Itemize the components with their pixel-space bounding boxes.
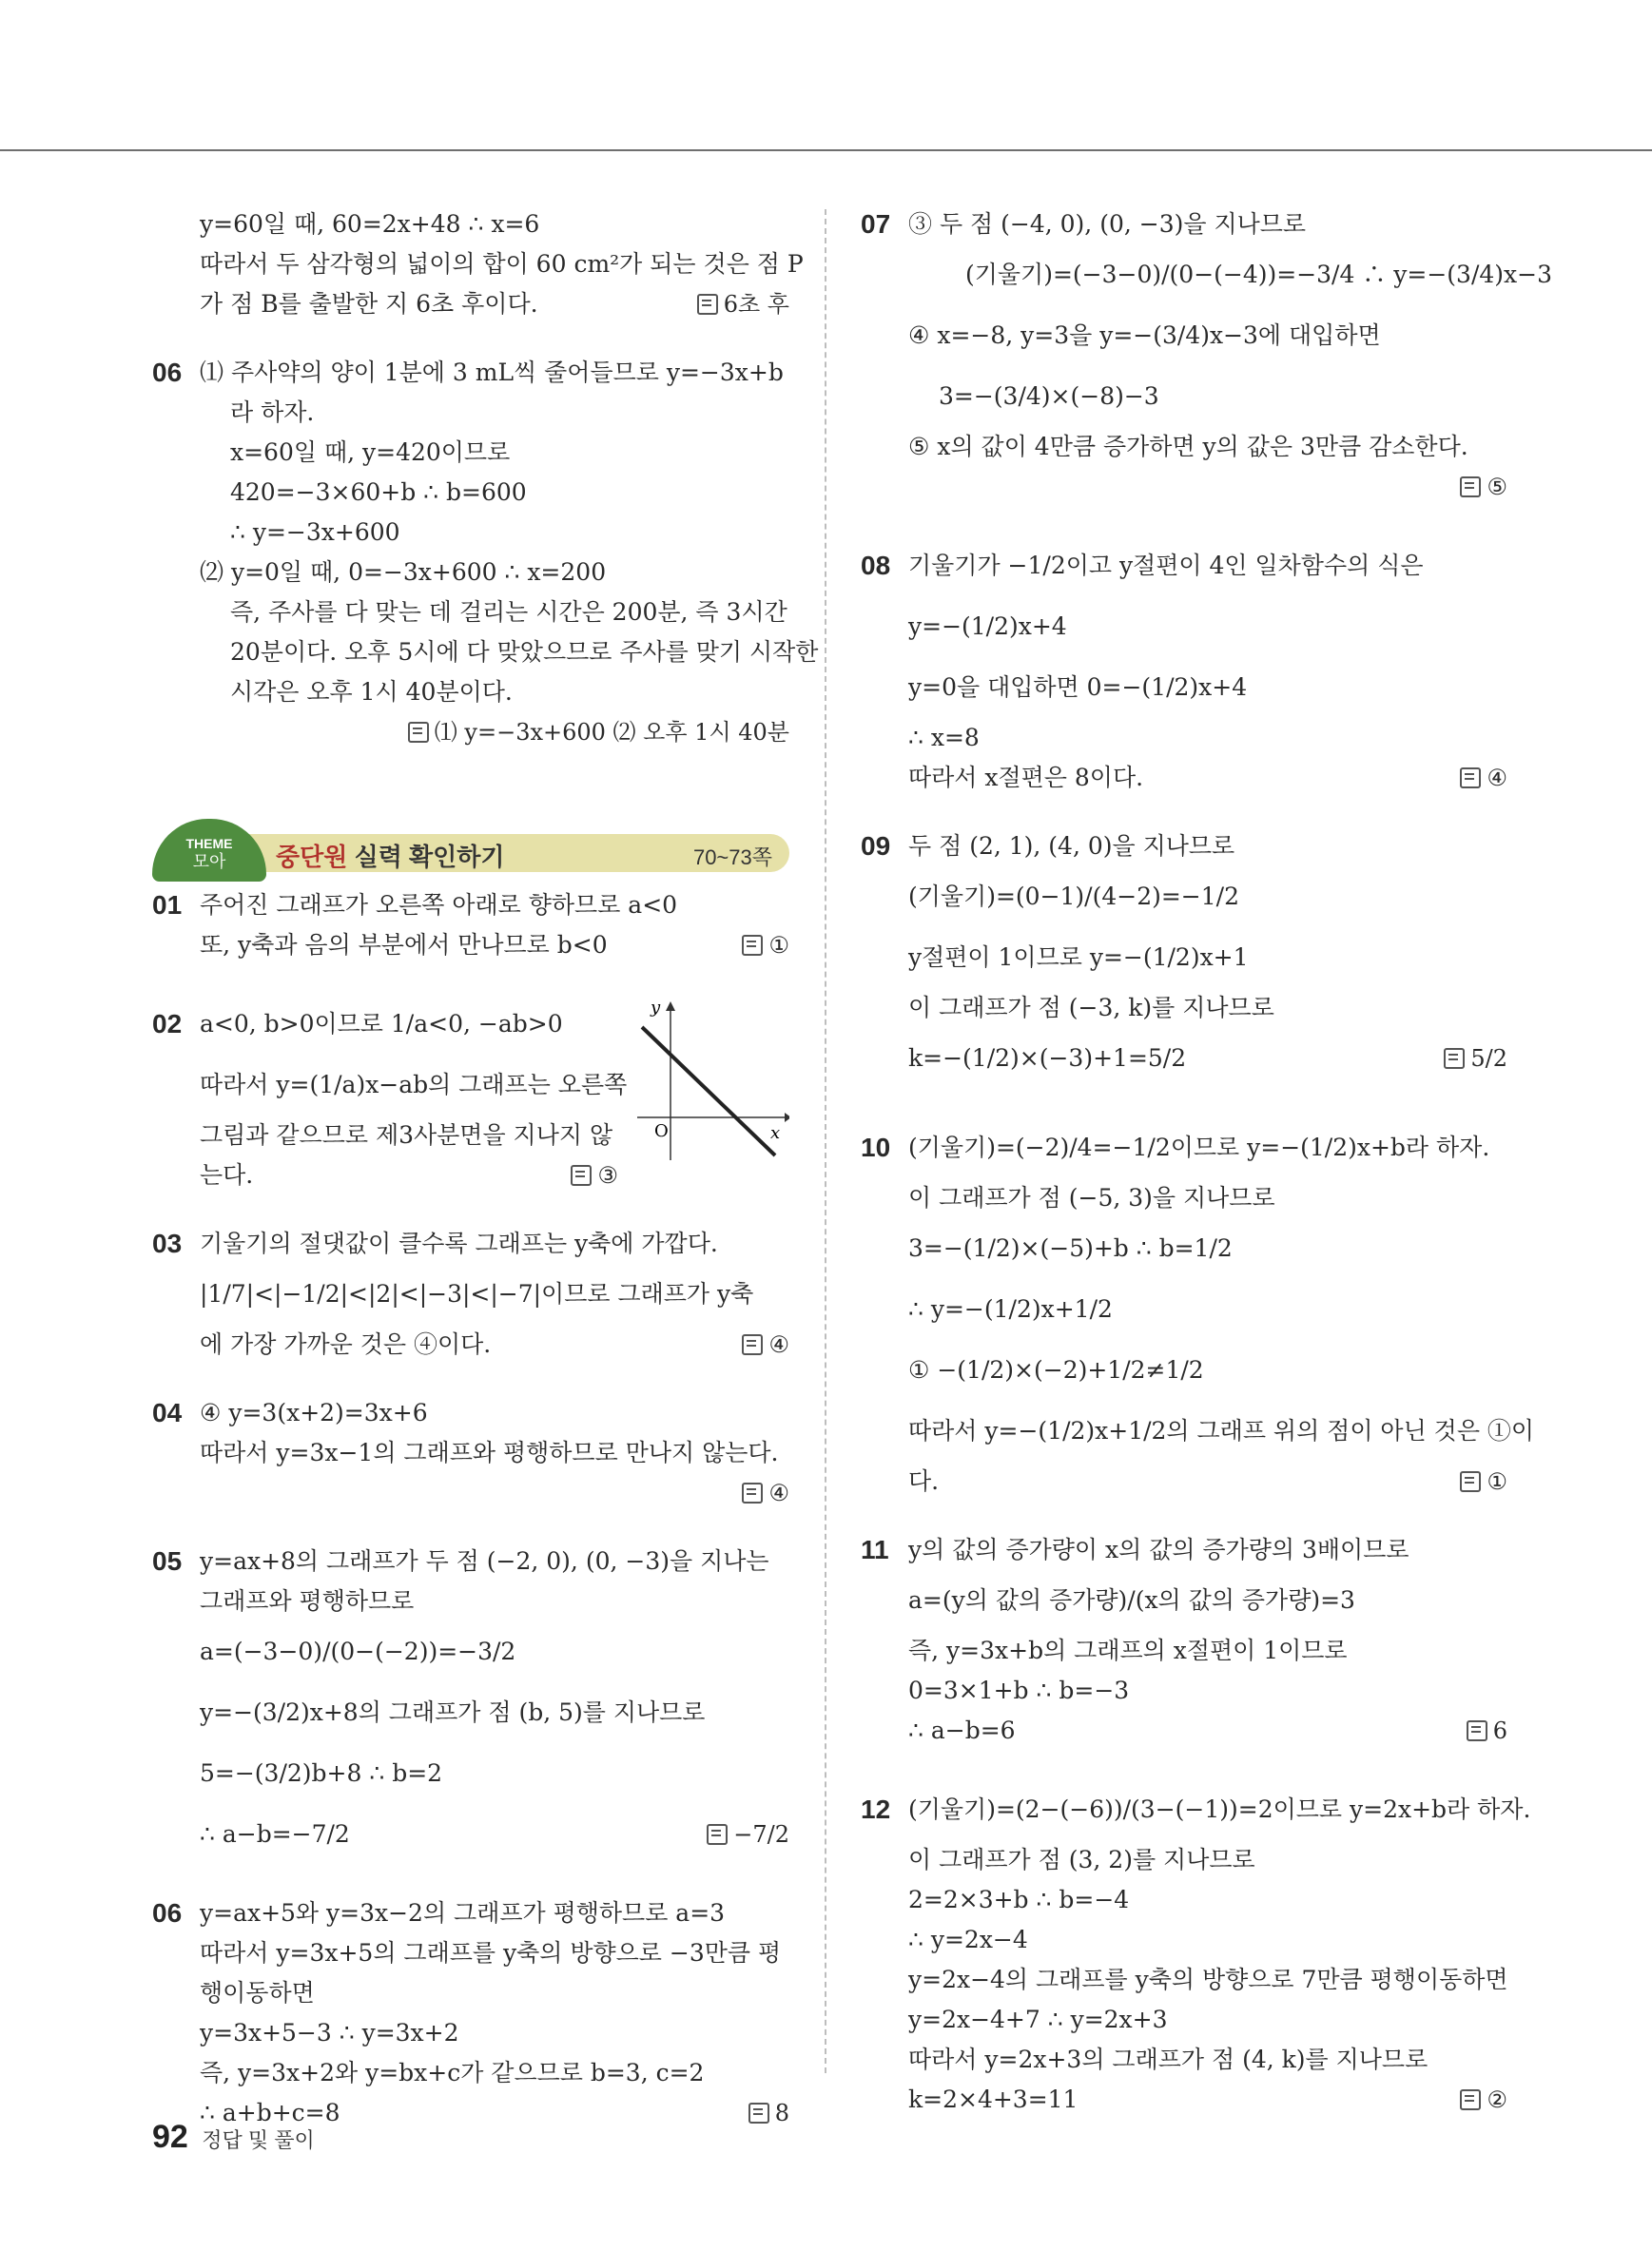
text-line: ④ x=−8, y=3을 y=−(3/4)x−3에 대입하면 [908,321,1381,349]
y-axis-arrow [666,1001,675,1011]
text-line: 또, y축과 음의 부분에서 만나므로 b<0 ① [152,925,789,965]
text-line: |1/7|<|−1/2|<|2|<|−3|<|−7|이므로 그래프가 y축 [200,1280,754,1308]
text-line: ∴ a−b=6 6 [861,1711,1507,1751]
problem-11 [861,1530,1507,1751]
answer-mark: ② [1460,2080,1507,2120]
text-line: 이 그래프가 점 (−3, k)를 지나므로 [908,994,1274,1021]
answer-icon [748,2103,769,2124]
answer-icon [742,1334,763,1355]
line-graph-figure [628,994,789,1165]
text-line: (기울기)=(0−1)/(4−2)=−1/2 [908,883,1239,910]
text-line: ⑵ y=0일 때, 0=−3x+600 ∴ x=200 [200,558,607,586]
text-line: 02 a<0, b>0이므로 1/a<0, −ab>0 [152,994,789,1055]
text-line: 가 점 B를 출발한 지 6초 후이다. 6초 후 [152,284,789,324]
text-line: 12 (기울기)=(2−(−6))/(3−(−1))=2이므로 y=2x+b라 하자. [861,1779,1507,1840]
x-axis-label: x [770,1123,781,1143]
text-line: 이 그래프가 점 (3, 2)를 지나므로 [908,1846,1255,1873]
text-line: ∴ x=8 [908,724,980,751]
answer-mark: ④ [742,1473,789,1513]
answer-line [861,467,1507,507]
problem-number: 10 [861,1133,891,1162]
text-line: 20분이다. 오후 5시에 다 맞았으므로 주사를 맞기 시작한 [230,638,819,666]
continued-solution [152,204,804,324]
text-line: 2=2×3+b ∴ b=−4 [908,1886,1130,1913]
answer-line [152,712,789,752]
problem-02 [152,994,789,1195]
answer-mark: 6초 후 [697,284,789,324]
answer-icon [1460,767,1481,788]
text-line: y=3x+5−3 ∴ y=3x+2 [200,2019,459,2047]
answer-line [152,1473,789,1513]
text-line: 07 ③ 두 점 (−4, 0), (0, −3)을 지나므로 [861,204,1507,244]
column-divider [825,209,826,2073]
answer-icon [1460,476,1481,497]
answer-mark: 5/2 [1444,1028,1507,1089]
text-line: 따라서 y=3x−1의 그래프와 평행하므로 만나지 않는다. [200,1439,779,1466]
origin-label: O [654,1121,669,1141]
section-title: 중단원 실력 확인하기 [276,843,505,871]
x-axis-arrow [785,1113,789,1122]
answer-mark: ④ [1460,758,1507,798]
text-line: k=−(1/2)×(−3)+1=5/2 5/2 [861,1028,1507,1089]
text-line: y=0을 대입하면 0=−(1/2)x+4 [908,673,1248,701]
answer-mark: ④ [742,1325,789,1365]
problem-04 [152,1393,789,1513]
text-line: ∴ a+b+c=8 8 [152,2093,789,2133]
answer-mark: ① [1460,1462,1507,1502]
text-line: 그래프와 평행하므로 [200,1587,415,1615]
text-line: 5=−(3/2)b+8 ∴ b=2 [200,1759,443,1787]
text-line: (기울기)=(−3−0)/(0−(−4))=−3/4 ∴ y=−(3/4)x−3 [965,261,1552,288]
text-line: 11 y의 값의 증가량이 x의 값의 증가량의 3배이므로 [861,1530,1507,1570]
text-line: 다. ① [861,1462,1507,1502]
text-line: ① −(1/2)×(−2)+1/2≠1/2 [908,1356,1204,1384]
text-line: ∴ y=−(1/2)x+1/2 [908,1295,1113,1323]
answer-icon [707,1824,728,1845]
answer-mark: −7/2 [707,1804,789,1865]
problem-12 [861,1779,1531,2120]
problem-05 [152,1542,789,1865]
text-line: 따라서 x절편은 8이다. ④ [861,758,1507,798]
text-line: k=2×4+3=11 ② [861,2080,1507,2120]
answer-icon [1460,1471,1481,1492]
page-footer [152,2119,315,2156]
problem-01 [152,885,789,965]
text-line: 는다. ③ [152,1155,789,1195]
text-line: 0=3×1+b ∴ b=−3 [908,1677,1130,1704]
footer-label: 정답 및 풀이 [202,2128,315,2152]
problem-08 [861,535,1507,798]
answer-icon [742,935,763,956]
problem-07 [861,204,1552,507]
text-line: 3=−(1/2)×(−5)+b ∴ b=1/2 [908,1234,1233,1262]
section-header [152,828,789,876]
text-line: ∴ y=−3x+600 [230,518,400,546]
text-line: 09 두 점 (2, 1), (4, 0)을 지나므로 [861,826,1507,866]
text-line: 10 (기울기)=(−2)/4=−1/2이므로 y=−(1/2)x+b라 하자. [861,1117,1507,1178]
problem-09 [861,826,1507,1089]
text-line: 이 그래프가 점 (−5, 3)을 지나므로 [908,1184,1275,1212]
text-line: 라 하자. [230,398,315,426]
answer-mark: 8 [748,2093,789,2133]
answer-icon [1460,2089,1481,2110]
text-line: 01 주어진 그래프가 오른쪽 아래로 향하므로 a<0 [152,885,789,925]
text-line: y=−(1/2)x+4 [908,612,1067,640]
problem-number: 09 [861,831,891,861]
text-line: 04 ④ y=3(x+2)=3x+6 [152,1393,789,1433]
text-line: 따라서 y=2x+3의 그래프가 점 (4, k)를 지나므로 [908,2046,1428,2073]
text-line: a=(−3−0)/(0−(−2))=−3/2 [200,1638,516,1665]
answer-icon [697,294,718,315]
problem-number: 06 [152,1898,183,1928]
answer-icon [742,1483,763,1504]
y-axis-label: y [651,998,661,1018]
answer-mark: ⑤ [1460,467,1507,507]
problem-number: 08 [861,551,891,580]
answer-icon [571,1165,592,1186]
text-line: y=2x−4의 그래프를 y축의 방향으로 7만큼 평행이동하면 [908,1966,1508,1993]
problem-number: 11 [861,1535,889,1564]
text-line: 08 기울기가 −1/2이고 y절편이 4인 일차함수의 식은 [861,535,1507,596]
problem-03 [152,1224,789,1365]
text-line: 즉, 주사를 다 맞는 데 걸리는 시간은 200분, 즉 3시간 [230,598,787,626]
text-line: a=(y의 값의 증가량)/(x의 값의 증가량)=3 [908,1586,1355,1614]
answer-mark: 6 [1467,1711,1507,1751]
text-line: 06 ⑴ 주사약의 양이 1분에 3 mL씩 줄어들므로 y=−3x+b [152,353,789,393]
text-line: 에 가장 가까운 것은 ④이다. ④ [152,1325,789,1365]
text-line: y=2x−4+7 ∴ y=2x+3 [908,2006,1168,2033]
text-line: 05 y=ax+8의 그래프가 두 점 (−2, 0), (0, −3)을 지나는 [152,1542,789,1582]
page-number: 92 [152,2119,188,2155]
text-line: y절편이 1이므로 y=−(1/2)x+1 [908,943,1249,971]
text-line: y=−(3/2)x+8의 그래프가 점 (b, 5)를 지나므로 [200,1698,706,1726]
problem-06-solution [152,353,819,752]
answer-mark: ③ [571,1155,618,1195]
problem-number: 06 [152,358,183,387]
text-line: y=60일 때, 60=2x+48 ∴ x=6 [200,210,540,238]
text-line: 즉, y=3x+b의 그래프의 x절편이 1이므로 [908,1637,1348,1664]
left-column [152,204,819,2133]
text-line: 그림과 같으므로 제3사분면을 지나지 않 [200,1121,613,1149]
answer-icon [1444,1048,1465,1069]
problem-number: 04 [152,1398,183,1427]
answer-icon [408,722,429,743]
text-line: 420=−3×60+b ∴ b=600 [230,478,527,506]
right-column [861,204,1552,2120]
text-line: 따라서 y=3x+5의 그래프를 y축의 방향으로 −3만큼 평 [200,1939,782,1967]
header-rule [0,149,1652,151]
text-line: 따라서 y=−(1/2)x+1/2의 그래프 위의 점이 아닌 것은 ①이 [908,1417,1535,1445]
text-line: x=60일 때, y=420이므로 [230,438,511,466]
problem-number: 05 [152,1546,183,1576]
theme-badge: THEME 모아 [152,819,266,882]
answer-mark: ① [742,925,789,965]
text-line: 3=−(3/4)×(−8)−3 [939,382,1159,410]
text-line: 따라서 두 삼각형의 넓이의 합이 60 cm²가 되는 것은 점 P [200,250,804,278]
text-line: ∴ y=2x−4 [908,1926,1028,1953]
text-line: ⑤ x의 값이 4만큼 증가하면 y의 값은 3만큼 감소한다. [908,433,1468,460]
page-range: 70~73쪽 [692,845,772,869]
text-line: 시각은 오후 1시 40분이다. [230,678,513,706]
text-line: ∴ a−b=−7/2 −7/2 [152,1804,789,1865]
text-line: 즉, y=3x+2와 y=bx+c가 같으므로 b=3, c=2 [200,2059,705,2086]
answer-icon [1467,1720,1487,1741]
problem-number: 07 [861,209,891,239]
problem-number: 03 [152,1229,183,1258]
problem-number: 01 [152,890,183,920]
problem-06-b [152,1893,789,2133]
problem-number: 02 [152,1009,183,1038]
text-line: 행이동하면 [200,1979,315,2007]
text-line: 03 기울기의 절댓값이 클수록 그래프는 y축에 가깝다. [152,1224,789,1264]
answer-mark: ⑴ y=−3x+600 ⑵ 오후 1시 40분 [408,712,789,752]
text-line: 06 y=ax+5와 y=3x−2의 그래프가 평행하므로 a=3 [152,1893,789,1933]
text-line: 따라서 y=(1/a)x−ab의 그래프는 오른쪽 [200,1071,628,1098]
problem-number: 12 [861,1795,891,1824]
problem-10 [861,1117,1535,1502]
